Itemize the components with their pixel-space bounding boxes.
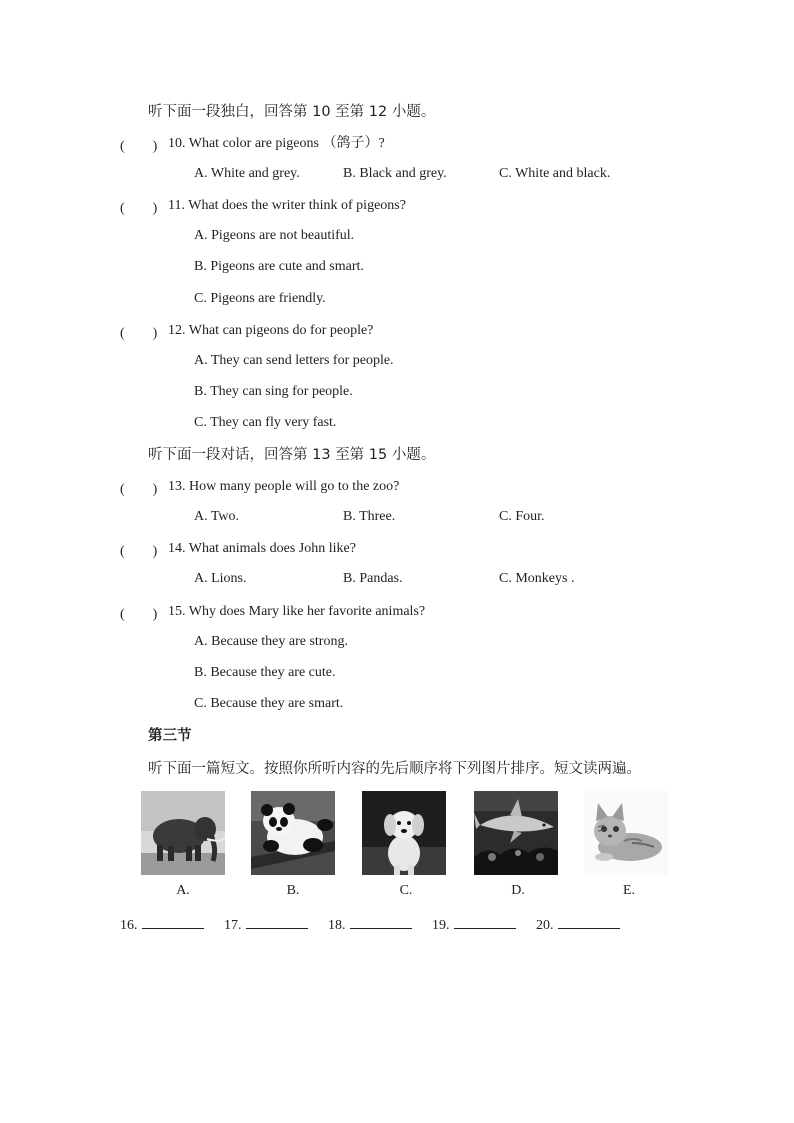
panda-icon	[251, 791, 335, 875]
listening-intro-dialogue: 听下面一段对话，回答第 13 至第 15 小题。	[148, 447, 436, 463]
answer-blank-19[interactable]	[432, 915, 516, 934]
section-heading: 第三节	[148, 728, 192, 744]
q15-option-a: A. Because they are strong.	[194, 634, 348, 649]
picture-label-e: E.	[622, 883, 636, 898]
answer-paren-12[interactable]: ( )	[120, 326, 158, 341]
blank-line[interactable]	[454, 915, 516, 929]
blank-line[interactable]	[558, 915, 620, 929]
q11-option-c: C. Pigeons are friendly.	[194, 291, 326, 306]
blank-line[interactable]	[246, 915, 308, 929]
blank-number: 16.	[120, 918, 138, 933]
q14-option-c: C. Monkeys .	[499, 571, 575, 586]
answer-paren-10[interactable]: ( )	[120, 139, 158, 154]
section-instruction: 听下面一篇短文。按照你所听内容的先后顺序将下列图片排序。短文读两遍。	[148, 761, 641, 777]
question-11-stem: 11. What does the writer think of pigeons?	[168, 198, 406, 213]
picture-e-cat	[584, 791, 668, 875]
question-10-stem: 10. What color are pigeons （鸽子）?	[168, 136, 385, 151]
listening-intro-monologue: 听下面一段独白，回答第 10 至第 12 小题。	[148, 104, 436, 120]
q14-option-b: B. Pandas.	[343, 571, 403, 586]
q13-option-a: A. Two.	[194, 509, 240, 524]
q10-option-b: B. Black and grey.	[343, 166, 447, 181]
answer-blank-18[interactable]	[328, 915, 412, 934]
q15-option-b: B. Because they are cute.	[194, 665, 336, 680]
picture-c-puppy	[362, 791, 446, 875]
picture-label-d: D.	[511, 883, 525, 898]
q10-option-a: A. White and grey.	[194, 166, 300, 181]
q12-option-a: A. They can send letters for people.	[194, 353, 394, 368]
picture-label-c: C.	[399, 883, 413, 898]
elephant-icon	[141, 791, 225, 875]
blank-number: 18.	[328, 918, 346, 933]
answer-blank-20[interactable]	[536, 915, 620, 934]
answer-paren-15[interactable]: ( )	[120, 607, 158, 622]
blank-line[interactable]	[350, 915, 412, 929]
blank-line[interactable]	[142, 915, 204, 929]
q12-option-b: B. They can sing for people.	[194, 384, 353, 399]
q13-option-b: B. Three.	[343, 509, 396, 524]
blank-number: 19.	[432, 918, 450, 933]
q14-option-a: A. Lions.	[194, 571, 247, 586]
q11-option-a: A. Pigeons are not beautiful.	[194, 228, 355, 243]
picture-label-a: A.	[176, 883, 190, 898]
q10-option-c: C. White and black.	[499, 166, 611, 181]
shark-icon	[474, 791, 558, 875]
answer-blank-17[interactable]	[224, 915, 308, 934]
q15-option-c: C. Because they are smart.	[194, 696, 344, 711]
picture-b-panda	[251, 791, 335, 875]
question-12-stem: 12. What can pigeons do for people?	[168, 323, 374, 338]
question-15-stem: 15. Why does Mary like her favorite animals?	[168, 604, 426, 619]
question-13-stem: 13. How many people will go to the zoo?	[168, 479, 400, 494]
q11-option-b: B. Pigeons are cute and smart.	[194, 259, 364, 274]
picture-a-elephant	[141, 791, 225, 875]
blank-number: 17.	[224, 918, 242, 933]
question-14-stem: 14. What animals does John like?	[168, 541, 356, 556]
cat-icon	[584, 791, 668, 875]
q12-option-c: C. They can fly very fast.	[194, 415, 337, 430]
picture-d-shark	[474, 791, 558, 875]
blank-number: 20.	[536, 918, 554, 933]
puppy-icon	[362, 791, 446, 875]
answer-paren-14[interactable]: ( )	[120, 544, 158, 559]
q13-option-c: C. Four.	[499, 509, 545, 524]
answer-paren-11[interactable]: ( )	[120, 201, 158, 216]
answer-paren-13[interactable]: ( )	[120, 482, 158, 497]
picture-label-b: B.	[286, 883, 300, 898]
answer-blank-16[interactable]	[120, 915, 204, 934]
